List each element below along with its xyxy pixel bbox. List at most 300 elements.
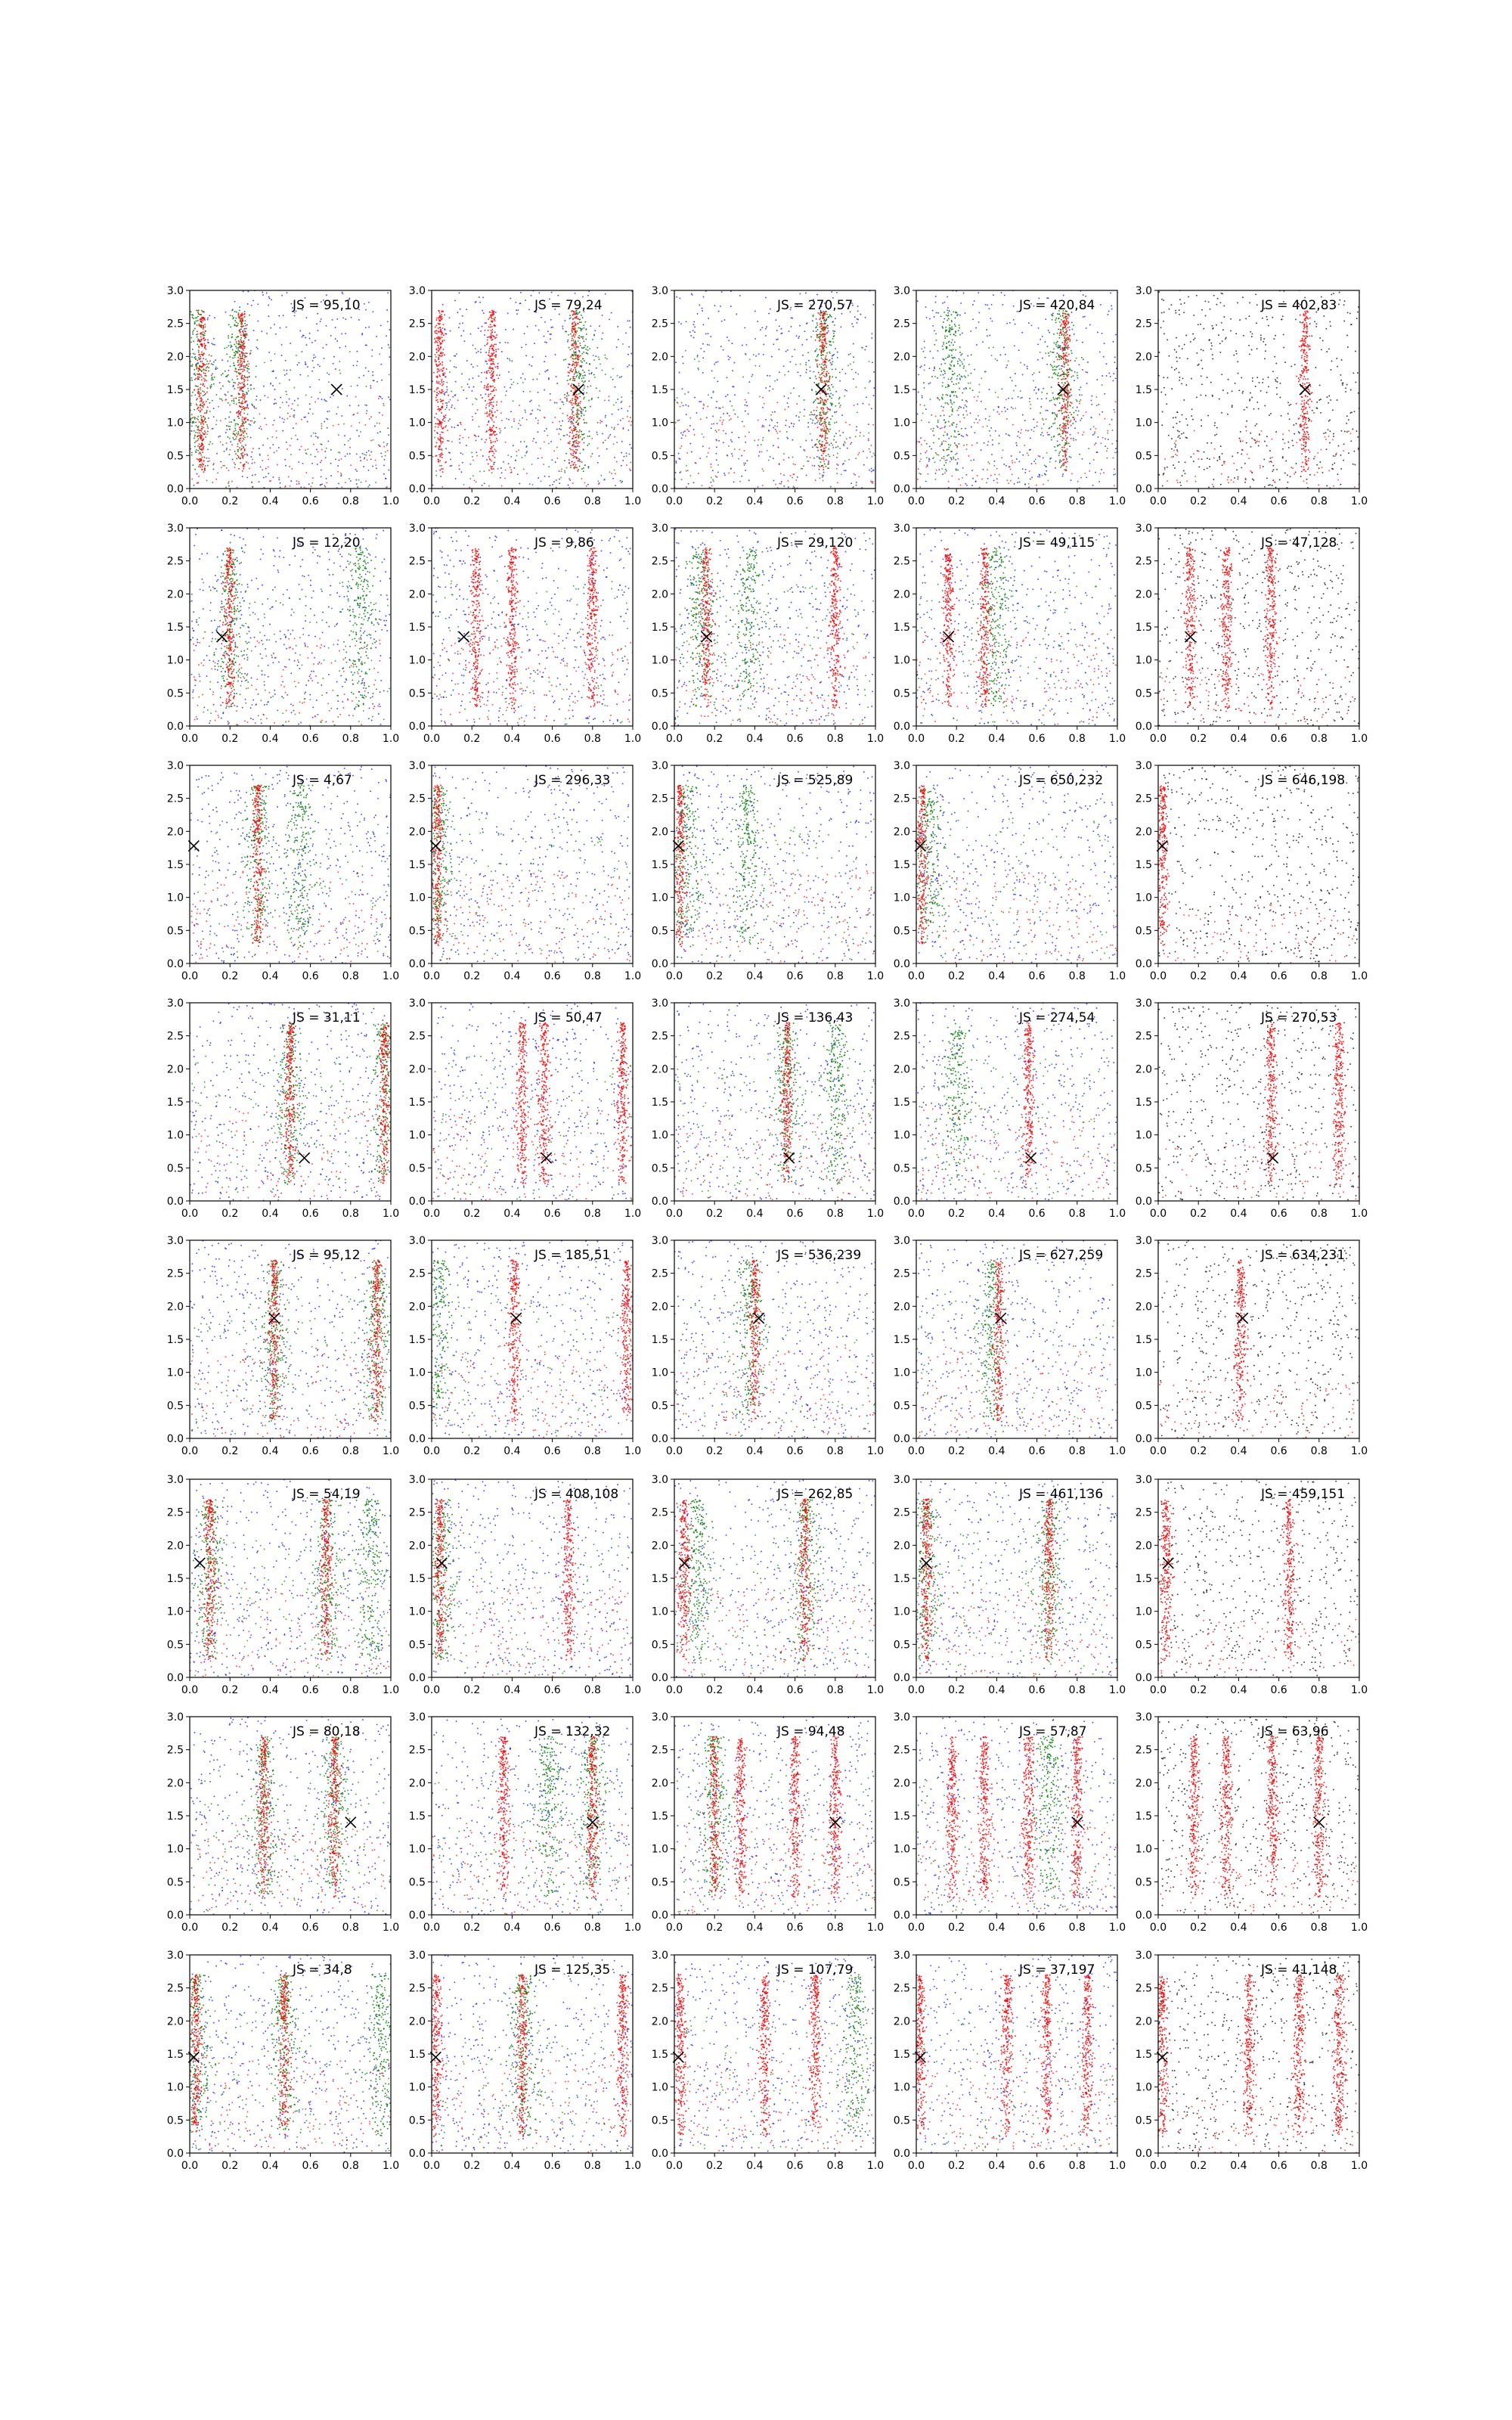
- scatter-point: [848, 459, 850, 461]
- scatter-point: [583, 340, 584, 342]
- scatter-point: [781, 328, 782, 330]
- scatter-point: [790, 475, 792, 476]
- scatter-point: [476, 455, 478, 457]
- scatter-point: [489, 372, 491, 374]
- scatter-point: [491, 334, 492, 335]
- scatter-point: [383, 473, 385, 475]
- scatter-point: [309, 333, 311, 334]
- scatter-point: [212, 428, 213, 430]
- scatter-point: [481, 439, 482, 440]
- scatter-point: [236, 403, 237, 405]
- scatter-point: [197, 450, 199, 451]
- scatter-point: [234, 301, 236, 302]
- scatter-point: [1059, 347, 1061, 349]
- scatter-point: [574, 378, 575, 380]
- scatter-point: [937, 312, 939, 314]
- scatter-point: [780, 333, 782, 334]
- scatter-point: [199, 323, 200, 324]
- scatter-point: [813, 410, 815, 411]
- scatter-point: [196, 317, 197, 318]
- scatter-point: [522, 457, 523, 458]
- scatter-point: [203, 327, 204, 328]
- scatter-point: [820, 429, 822, 430]
- scatter-point: [584, 437, 585, 439]
- scatter-point: [591, 372, 593, 374]
- scatter-point: [751, 374, 753, 376]
- scatter-point: [451, 391, 452, 392]
- scatter-point: [270, 382, 271, 383]
- scatter-point: [440, 352, 442, 354]
- scatter-point: [510, 360, 511, 361]
- scatter-point: [1069, 445, 1070, 447]
- scatter-point: [486, 371, 488, 372]
- scatter-point: [370, 416, 372, 417]
- scatter-point: [831, 316, 832, 318]
- scatter-point: [201, 361, 203, 362]
- scatter-point: [472, 459, 474, 461]
- scatter-point: [345, 482, 346, 483]
- scatter-point: [724, 474, 726, 476]
- scatter-point: [204, 467, 206, 469]
- scatter-point: [231, 400, 233, 402]
- scatter-point: [581, 478, 582, 479]
- scatter-point: [259, 427, 260, 429]
- scatter-point: [341, 333, 342, 334]
- scatter-point: [706, 456, 708, 458]
- scatter-point: [268, 459, 269, 461]
- scatter-point: [569, 436, 570, 437]
- subplot-r1-c4: [894, 285, 1126, 507]
- scatter-point: [229, 438, 231, 439]
- scatter-point: [442, 454, 444, 455]
- scatter-point: [975, 327, 977, 329]
- scatter-point: [247, 388, 249, 389]
- scatter-point: [758, 486, 759, 488]
- scatter-point: [739, 295, 741, 296]
- scatter-point: [823, 459, 824, 461]
- scatter-point: [606, 426, 607, 427]
- scatter-point: [538, 431, 539, 433]
- scatter-point: [256, 340, 258, 341]
- scatter-point: [1101, 333, 1103, 334]
- scatter-point: [585, 411, 587, 412]
- scatter-point: [572, 340, 574, 341]
- scatter-point: [702, 357, 704, 358]
- scatter-point: [1089, 463, 1091, 464]
- scatter-point: [251, 420, 253, 422]
- scatter-point: [935, 296, 937, 297]
- scatter-point: [345, 346, 346, 347]
- scatter-point: [696, 412, 698, 414]
- scatter-point: [571, 423, 572, 424]
- scatter-point: [567, 340, 569, 341]
- scatter-point: [826, 426, 827, 427]
- scatter-point: [741, 476, 742, 477]
- scatter-point: [489, 402, 491, 404]
- scatter-point: [992, 439, 993, 441]
- scatter-point: [956, 453, 958, 455]
- scatter-point: [844, 461, 846, 462]
- scatter-point: [488, 470, 490, 471]
- scatter-point: [285, 465, 287, 467]
- scatter-point: [492, 466, 494, 467]
- scatter-point: [268, 315, 269, 317]
- scatter-point: [834, 330, 835, 332]
- scatter-point: [871, 471, 872, 473]
- scatter-point: [990, 318, 991, 319]
- scatter-point: [372, 466, 373, 467]
- scatter-point: [572, 413, 573, 414]
- scatter-point: [748, 432, 750, 433]
- scatter-point: [366, 386, 367, 387]
- scatter-point: [819, 349, 820, 350]
- scatter-point: [963, 407, 965, 408]
- scatter-point: [857, 306, 859, 307]
- scatter-point: [231, 481, 233, 482]
- scatter-point: [478, 327, 479, 329]
- scatter-point: [197, 408, 198, 410]
- scatter-point: [1112, 380, 1114, 382]
- x-tick-label: 0.0: [666, 495, 683, 507]
- scatter-point: [338, 451, 339, 453]
- y-tick-label: 1.0: [167, 417, 184, 430]
- scatter-point: [490, 336, 491, 337]
- scatter-point: [239, 413, 240, 414]
- scatter-point: [443, 381, 445, 383]
- scatter-point: [246, 408, 247, 409]
- scatter-point: [510, 472, 512, 473]
- scatter-point: [571, 461, 572, 463]
- x-tick-label: 0.8: [827, 495, 844, 507]
- scatter-point: [574, 380, 575, 381]
- scatter-point: [572, 419, 574, 420]
- scatter-point: [821, 341, 823, 343]
- scatter-point: [708, 448, 710, 449]
- scatter-point: [1104, 393, 1105, 395]
- scatter-point: [311, 371, 313, 372]
- scatter-point: [716, 431, 717, 433]
- scatter-point: [241, 409, 243, 411]
- scatter-point: [824, 322, 826, 324]
- scatter-point: [1057, 313, 1058, 315]
- scatter-point: [204, 430, 206, 432]
- scatter-point: [349, 351, 351, 352]
- scatter-point: [917, 300, 919, 302]
- scatter-point: [242, 430, 243, 432]
- scatter-point: [241, 445, 243, 447]
- scatter-point: [200, 321, 202, 322]
- scatter-point: [488, 337, 490, 338]
- x-marker: [816, 384, 826, 395]
- scatter-point: [490, 314, 491, 315]
- scatter-point: [584, 387, 585, 389]
- scatter-point: [573, 455, 575, 456]
- scatter-point: [280, 407, 281, 408]
- scatter-point: [804, 330, 805, 332]
- scatter-point: [581, 353, 583, 355]
- scatter-point: [834, 324, 835, 326]
- scatter-point: [605, 357, 606, 358]
- scatter-point: [435, 356, 437, 358]
- scatter-point: [1078, 410, 1080, 411]
- scatter-point: [510, 387, 511, 389]
- scatter-point: [718, 440, 720, 442]
- y-tick-label: 1.5: [409, 384, 426, 396]
- scatter-point: [583, 358, 584, 359]
- scatter-point: [442, 373, 444, 374]
- scatter-point: [344, 435, 345, 436]
- scatter-point: [194, 369, 195, 371]
- scatter-point: [865, 317, 866, 318]
- scatter-point: [580, 355, 581, 356]
- scatter-point: [823, 320, 825, 321]
- scatter-point: [204, 346, 206, 347]
- scatter-point: [629, 405, 631, 407]
- scatter-point: [476, 451, 477, 453]
- scatter-point: [389, 329, 390, 330]
- scatter-point: [576, 467, 578, 468]
- scatter-point: [240, 334, 242, 336]
- scatter-point: [226, 346, 228, 348]
- scatter-point: [799, 411, 801, 413]
- scatter-point: [924, 340, 925, 342]
- scatter-point: [336, 413, 337, 414]
- scatter-point: [236, 312, 237, 313]
- scatter-point: [862, 403, 863, 405]
- scatter-point: [934, 316, 935, 318]
- scatter-point: [213, 469, 215, 470]
- scatter-point: [850, 353, 851, 355]
- scatter-point: [234, 425, 236, 427]
- scatter-point: [246, 392, 248, 394]
- scatter-point: [570, 421, 572, 423]
- scatter-point: [682, 434, 683, 436]
- scatter-point: [448, 451, 450, 453]
- scatter-point: [844, 470, 845, 471]
- scatter-point: [253, 422, 255, 424]
- scatter-point: [388, 470, 389, 471]
- scatter-point: [316, 323, 318, 324]
- scatter-point: [821, 328, 823, 330]
- scatter-point: [680, 406, 681, 408]
- scatter-point: [718, 408, 720, 409]
- scatter-point: [489, 404, 491, 405]
- scatter-point: [816, 365, 818, 367]
- scatter-point: [560, 439, 562, 440]
- scatter-point: [1001, 292, 1002, 293]
- scatter-point: [251, 451, 253, 453]
- scatter-point: [813, 315, 814, 316]
- scatter-point: [579, 430, 581, 431]
- scatter-point: [525, 455, 526, 457]
- scatter-point: [686, 452, 688, 454]
- scatter-point: [1089, 324, 1091, 326]
- scatter-point: [261, 330, 262, 332]
- scatter-point: [236, 458, 237, 460]
- scatter-point: [966, 485, 968, 486]
- scatter-point: [773, 343, 774, 345]
- scatter-point: [442, 311, 444, 312]
- scatter-point: [513, 382, 515, 383]
- scatter-point: [944, 302, 946, 303]
- scatter-point: [379, 353, 380, 355]
- scatter-point: [463, 484, 465, 486]
- scatter-point: [443, 415, 445, 417]
- scatter-point: [1024, 472, 1026, 473]
- scatter-point: [242, 330, 243, 332]
- scatter-point: [275, 377, 277, 379]
- scatter-point: [472, 344, 474, 346]
- scatter-point: [575, 456, 577, 458]
- x-tick-label: 1.0: [383, 495, 399, 507]
- scatter-point: [826, 359, 828, 361]
- scatter-point: [229, 429, 231, 430]
- scatter-point: [572, 328, 573, 330]
- scatter-point: [866, 346, 867, 347]
- scatter-point: [378, 444, 380, 445]
- scatter-point: [743, 462, 745, 464]
- scatter-point: [228, 335, 229, 337]
- scatter-point: [238, 369, 240, 371]
- scatter-point: [816, 322, 818, 324]
- scatter-point: [572, 330, 573, 331]
- scatter-point: [495, 351, 497, 352]
- scatter-point: [1115, 377, 1117, 379]
- scatter-point: [579, 319, 581, 321]
- scatter-point: [562, 328, 564, 330]
- scatter-point: [827, 317, 829, 318]
- scatter-point: [593, 374, 595, 376]
- scatter-point: [439, 465, 441, 467]
- scatter-point: [824, 419, 826, 420]
- scatter-point: [457, 424, 458, 426]
- scatter-point: [207, 339, 209, 340]
- scatter-point: [722, 406, 723, 408]
- scatter-point: [561, 470, 562, 472]
- scatter-point: [211, 379, 212, 380]
- scatter-point: [215, 479, 217, 480]
- scatter-point: [741, 455, 742, 457]
- scatter-point: [266, 333, 268, 334]
- scatter-point: [584, 407, 585, 408]
- scatter-point: [770, 414, 772, 416]
- scatter-point: [305, 344, 307, 346]
- scatter-point: [471, 452, 472, 454]
- scatter-point: [716, 476, 717, 478]
- scatter-point: [230, 411, 231, 413]
- scatter-point: [577, 449, 578, 451]
- scatter-point: [228, 417, 230, 418]
- scatter-point: [940, 364, 942, 365]
- scatter-point: [1111, 419, 1113, 420]
- scatter-point: [837, 482, 838, 483]
- scatter-point: [341, 415, 342, 417]
- scatter-point: [1071, 321, 1073, 323]
- scatter-point: [198, 349, 200, 351]
- scatter-point: [773, 458, 774, 459]
- scatter-point: [826, 431, 827, 433]
- scatter-point: [290, 369, 291, 371]
- scatter-point: [575, 399, 577, 400]
- scatter-point: [490, 466, 491, 467]
- scatter-point: [702, 324, 704, 325]
- scatter-point: [1029, 398, 1030, 399]
- scatter-point: [442, 352, 444, 354]
- scatter-point: [508, 419, 510, 420]
- scatter-point: [829, 352, 831, 354]
- scatter-point: [577, 411, 578, 412]
- scatter-point: [996, 478, 998, 479]
- scatter-point: [496, 402, 497, 403]
- scatter-point: [294, 315, 296, 316]
- scatter-point: [242, 344, 243, 346]
- scatter-point: [520, 292, 522, 293]
- scatter-point: [234, 427, 236, 429]
- scatter-point: [454, 299, 456, 301]
- scatter-point: [820, 323, 821, 324]
- scatter-point: [677, 397, 678, 399]
- scatter-point: [578, 469, 579, 470]
- scatter-point: [380, 452, 382, 454]
- scatter-point: [612, 379, 614, 380]
- scatter-point: [233, 385, 234, 386]
- scatter-point: [543, 464, 544, 465]
- scatter-point: [442, 374, 444, 376]
- scatter-point: [795, 479, 797, 481]
- scatter-point: [286, 327, 287, 328]
- scatter-point: [947, 307, 949, 309]
- scatter-point: [326, 478, 327, 479]
- scatter-point: [727, 337, 728, 338]
- scatter-point: [832, 338, 834, 340]
- scatter-point: [613, 405, 615, 406]
- scatter-point: [984, 442, 985, 444]
- scatter-point: [799, 325, 801, 327]
- scatter-point: [942, 302, 943, 304]
- scatter-point: [824, 380, 826, 382]
- scatter-point: [746, 405, 748, 406]
- scatter-point: [192, 315, 194, 316]
- scatter-point: [570, 465, 572, 467]
- scatter-point: [442, 403, 444, 405]
- scatter-point: [572, 326, 573, 327]
- scatter-point: [856, 322, 857, 324]
- scatter-point: [679, 372, 680, 374]
- scatter-point: [813, 382, 815, 383]
- scatter-point: [578, 346, 579, 348]
- scatter-point: [1037, 343, 1039, 345]
- scatter-point: [530, 414, 531, 415]
- scatter-point: [205, 330, 206, 332]
- scatter-point: [845, 422, 847, 424]
- scatter-point: [330, 475, 332, 476]
- scatter-point: [239, 306, 240, 308]
- scatter-point: [288, 405, 290, 407]
- scatter-point: [241, 419, 243, 420]
- scatter-point: [269, 298, 271, 299]
- scatter-point: [848, 354, 850, 355]
- scatter-point: [366, 451, 367, 453]
- scatter-point: [483, 312, 485, 314]
- scatter-point: [305, 472, 307, 473]
- scatter-point: [574, 346, 575, 348]
- scatter-point: [209, 441, 211, 442]
- scatter-point: [202, 390, 203, 392]
- js-score-label: JS = 270,57: [776, 298, 853, 313]
- scatter-point: [197, 417, 198, 419]
- scatter-point: [570, 356, 572, 358]
- scatter-point: [829, 387, 830, 389]
